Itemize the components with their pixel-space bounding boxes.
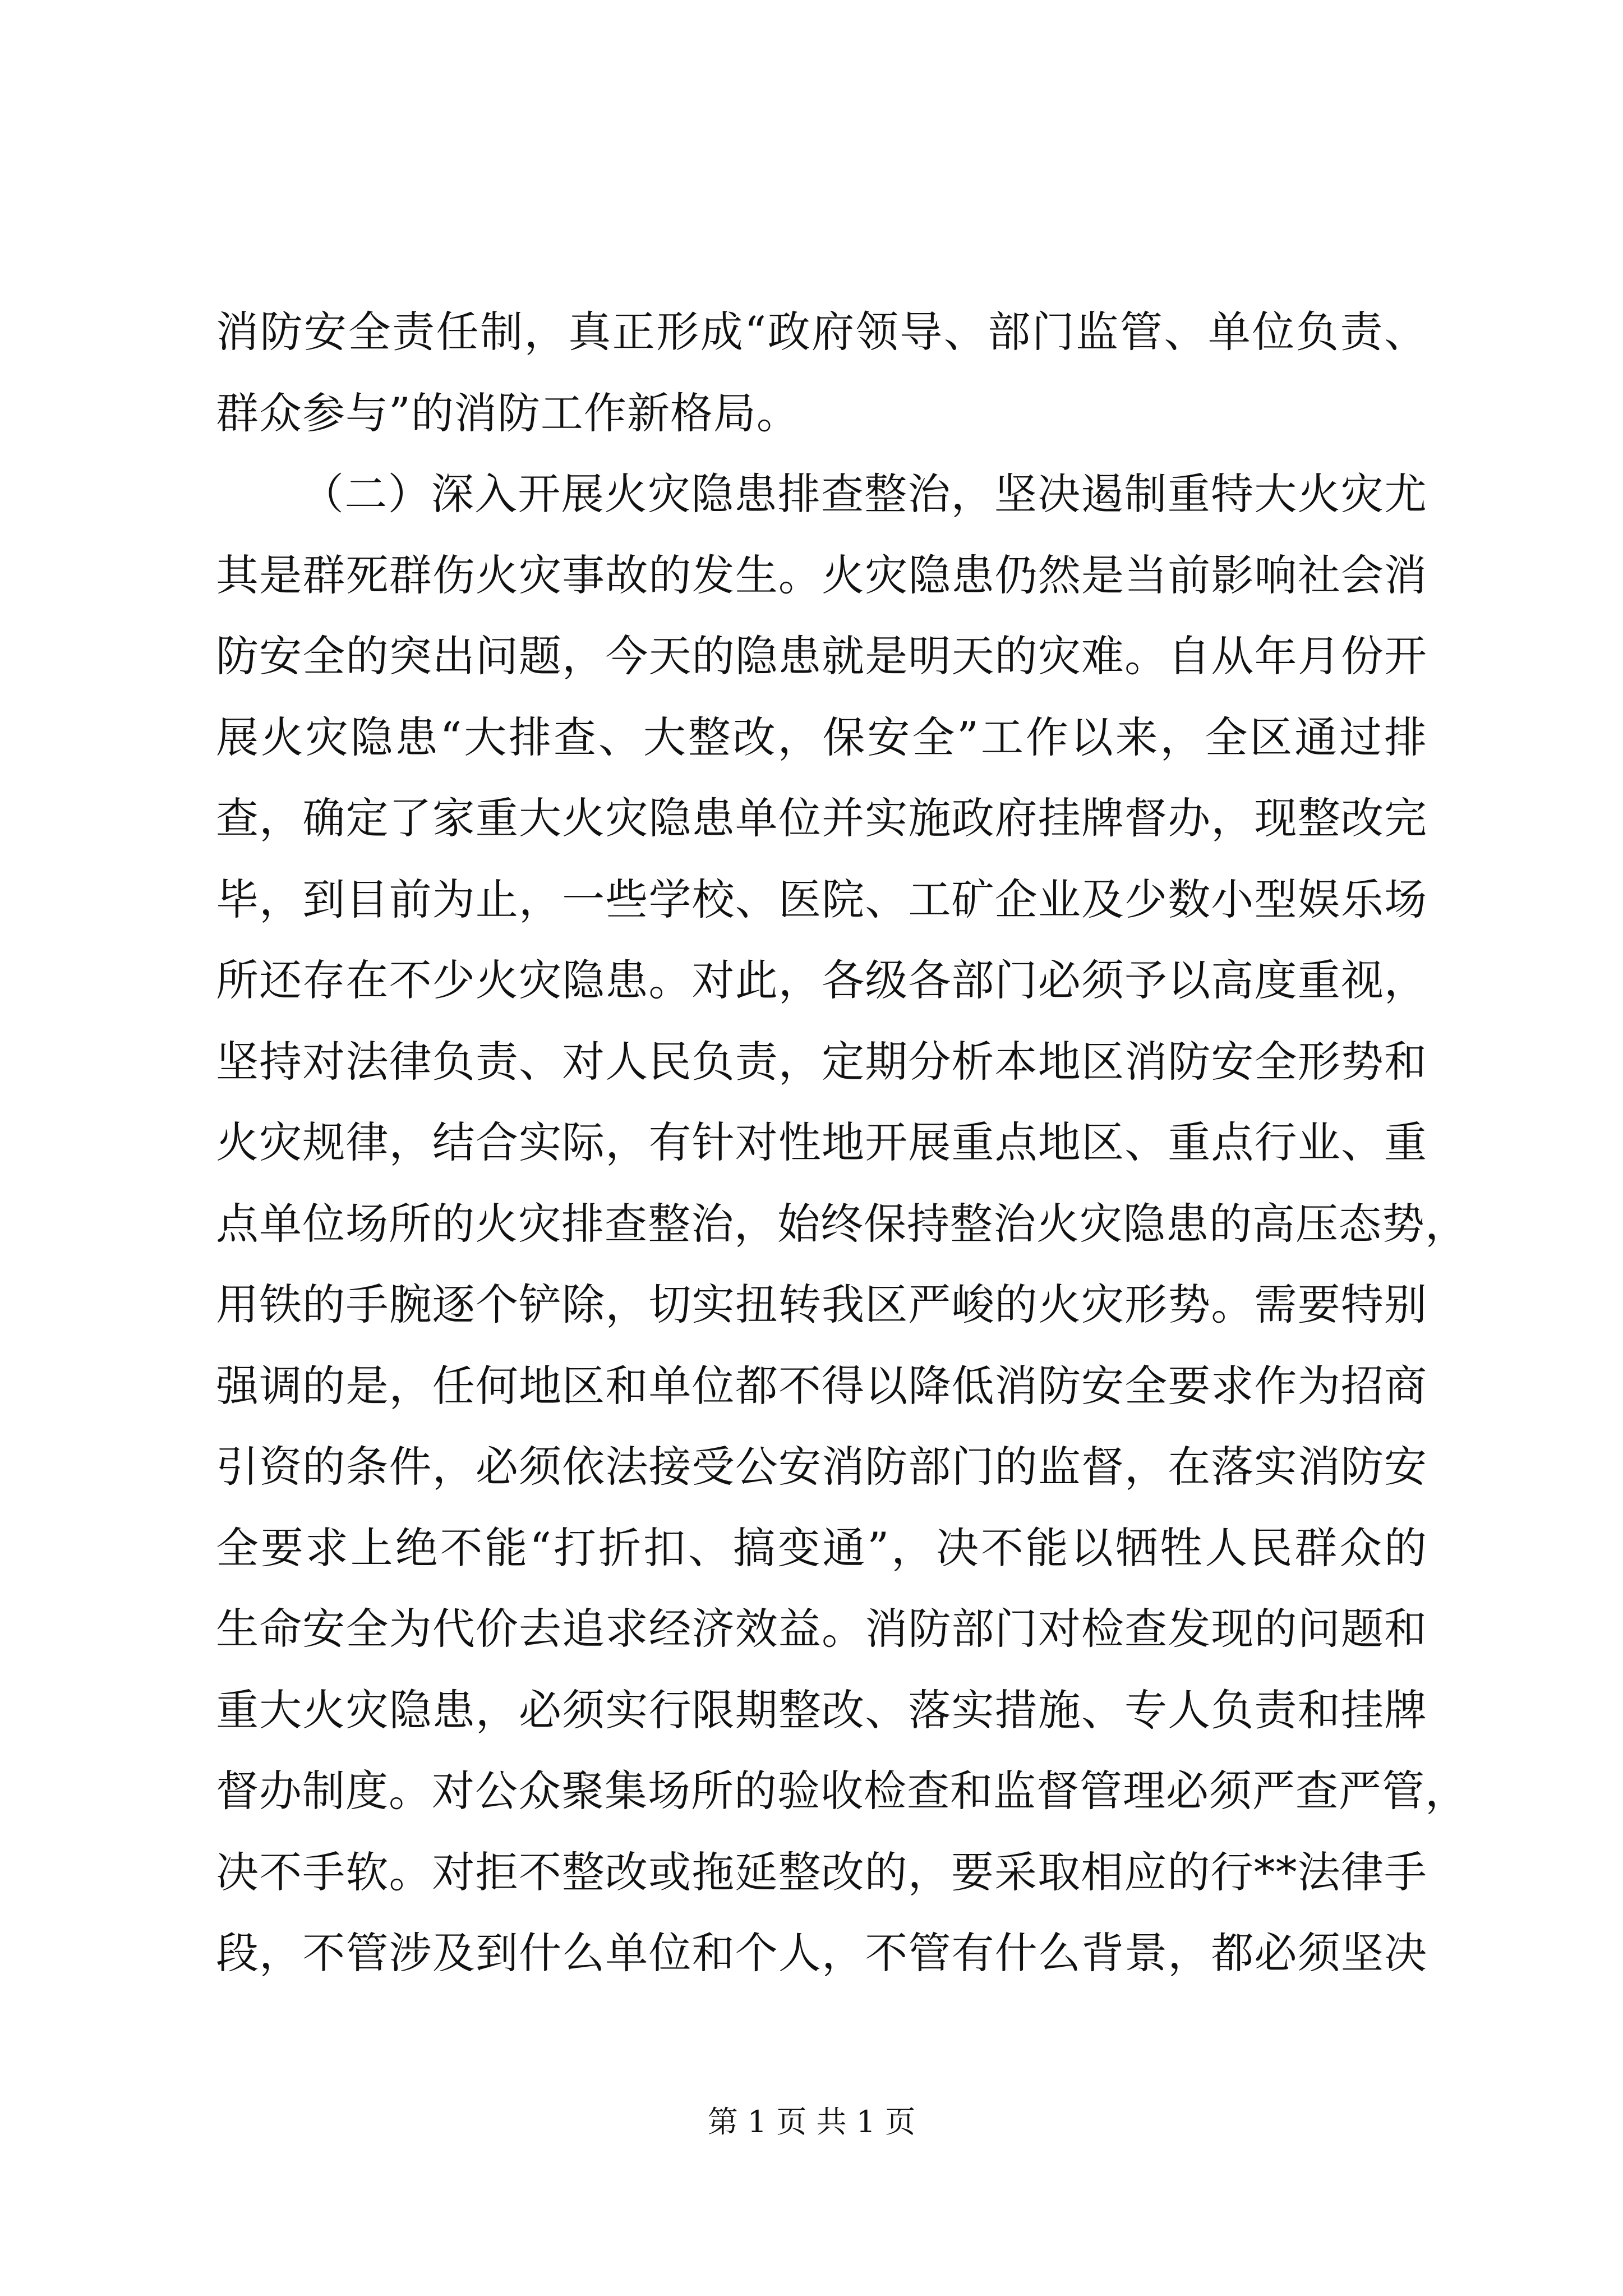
text-line: 坚持对法律负责、对人民负责，定期分析本地区消防安全形势和 [216,1036,1427,1087]
text-line: 督办制度。对公众聚集场所的验收检查和监督管理必须严查严管， [216,1766,1468,1816]
text-line: 火灾规律，结合实际，有针对性地开展重点地区、重点行业、重 [216,1117,1427,1167]
text-line: 毕，到目前为止，一些学校、医院、工矿企业及少数小型娱乐场 [216,874,1427,924]
text-line: 消防安全责任制，真正形成“政府领导、部门监管、单位负责、 [216,307,1427,357]
page-footer [0,2098,1623,2141]
text-line: 段，不管涉及到什么单位和个人，不管有什么背景，都必须坚决 [216,1928,1427,1978]
text-line: 生命安全为代价去追求经济效益。消防部门对检查发现的问题和 [216,1604,1427,1654]
text-line: 全要求上绝不能“打折扣、搞变通”，决不能以牺牲人民群众的 [216,1522,1427,1573]
text-line: 强调的是，任何地区和单位都不得以降低消防安全要求作为招商 [216,1360,1427,1411]
text-line: 引资的条件，必须依法接受公安消防部门的监督，在落实消防安 [216,1442,1427,1492]
page-number-label: 第 1 页 共 1 页 [707,2104,916,2139]
text-line: （二）深入开展火灾隐患排查整治，坚决遏制重特大火灾尤 [301,469,1427,519]
body-text [216,292,1468,1994]
text-line: 决不手软。对拒不整改或拖延整改的，要采取相应的行**法律手 [216,1847,1427,1897]
text-line: 防安全的突出问题，今天的隐患就是明天的灾难。自从年月份开 [216,631,1427,681]
text-line: 其是群死群伤火灾事故的发生。火灾隐患仍然是当前影响社会消 [216,550,1427,600]
text-line: 用铁的手腕逐个铲除，切实扭转我区严峻的火灾形势。需要特别 [216,1280,1427,1329]
text-line: 所还存在不少火灾隐患。对此，各级各部门必须予以高度重视， [216,955,1427,1005]
text-line: 点单位场所的火灾排查整治，始终保持整治火灾隐患的高压态势， [216,1198,1468,1249]
text-line: 展火灾隐患“大排查、大整改，保安全”工作以来，全区通过排 [216,712,1427,762]
text-line: 群众参与”的消防工作新格局。 [216,388,800,438]
text-line: 查，确定了家重大火灾隐患单位并实施政府挂牌督办，现整改完 [216,793,1427,843]
text-line: 重大火灾隐患，必须实行限期整改、落实措施、专人负责和挂牌 [216,1685,1427,1735]
